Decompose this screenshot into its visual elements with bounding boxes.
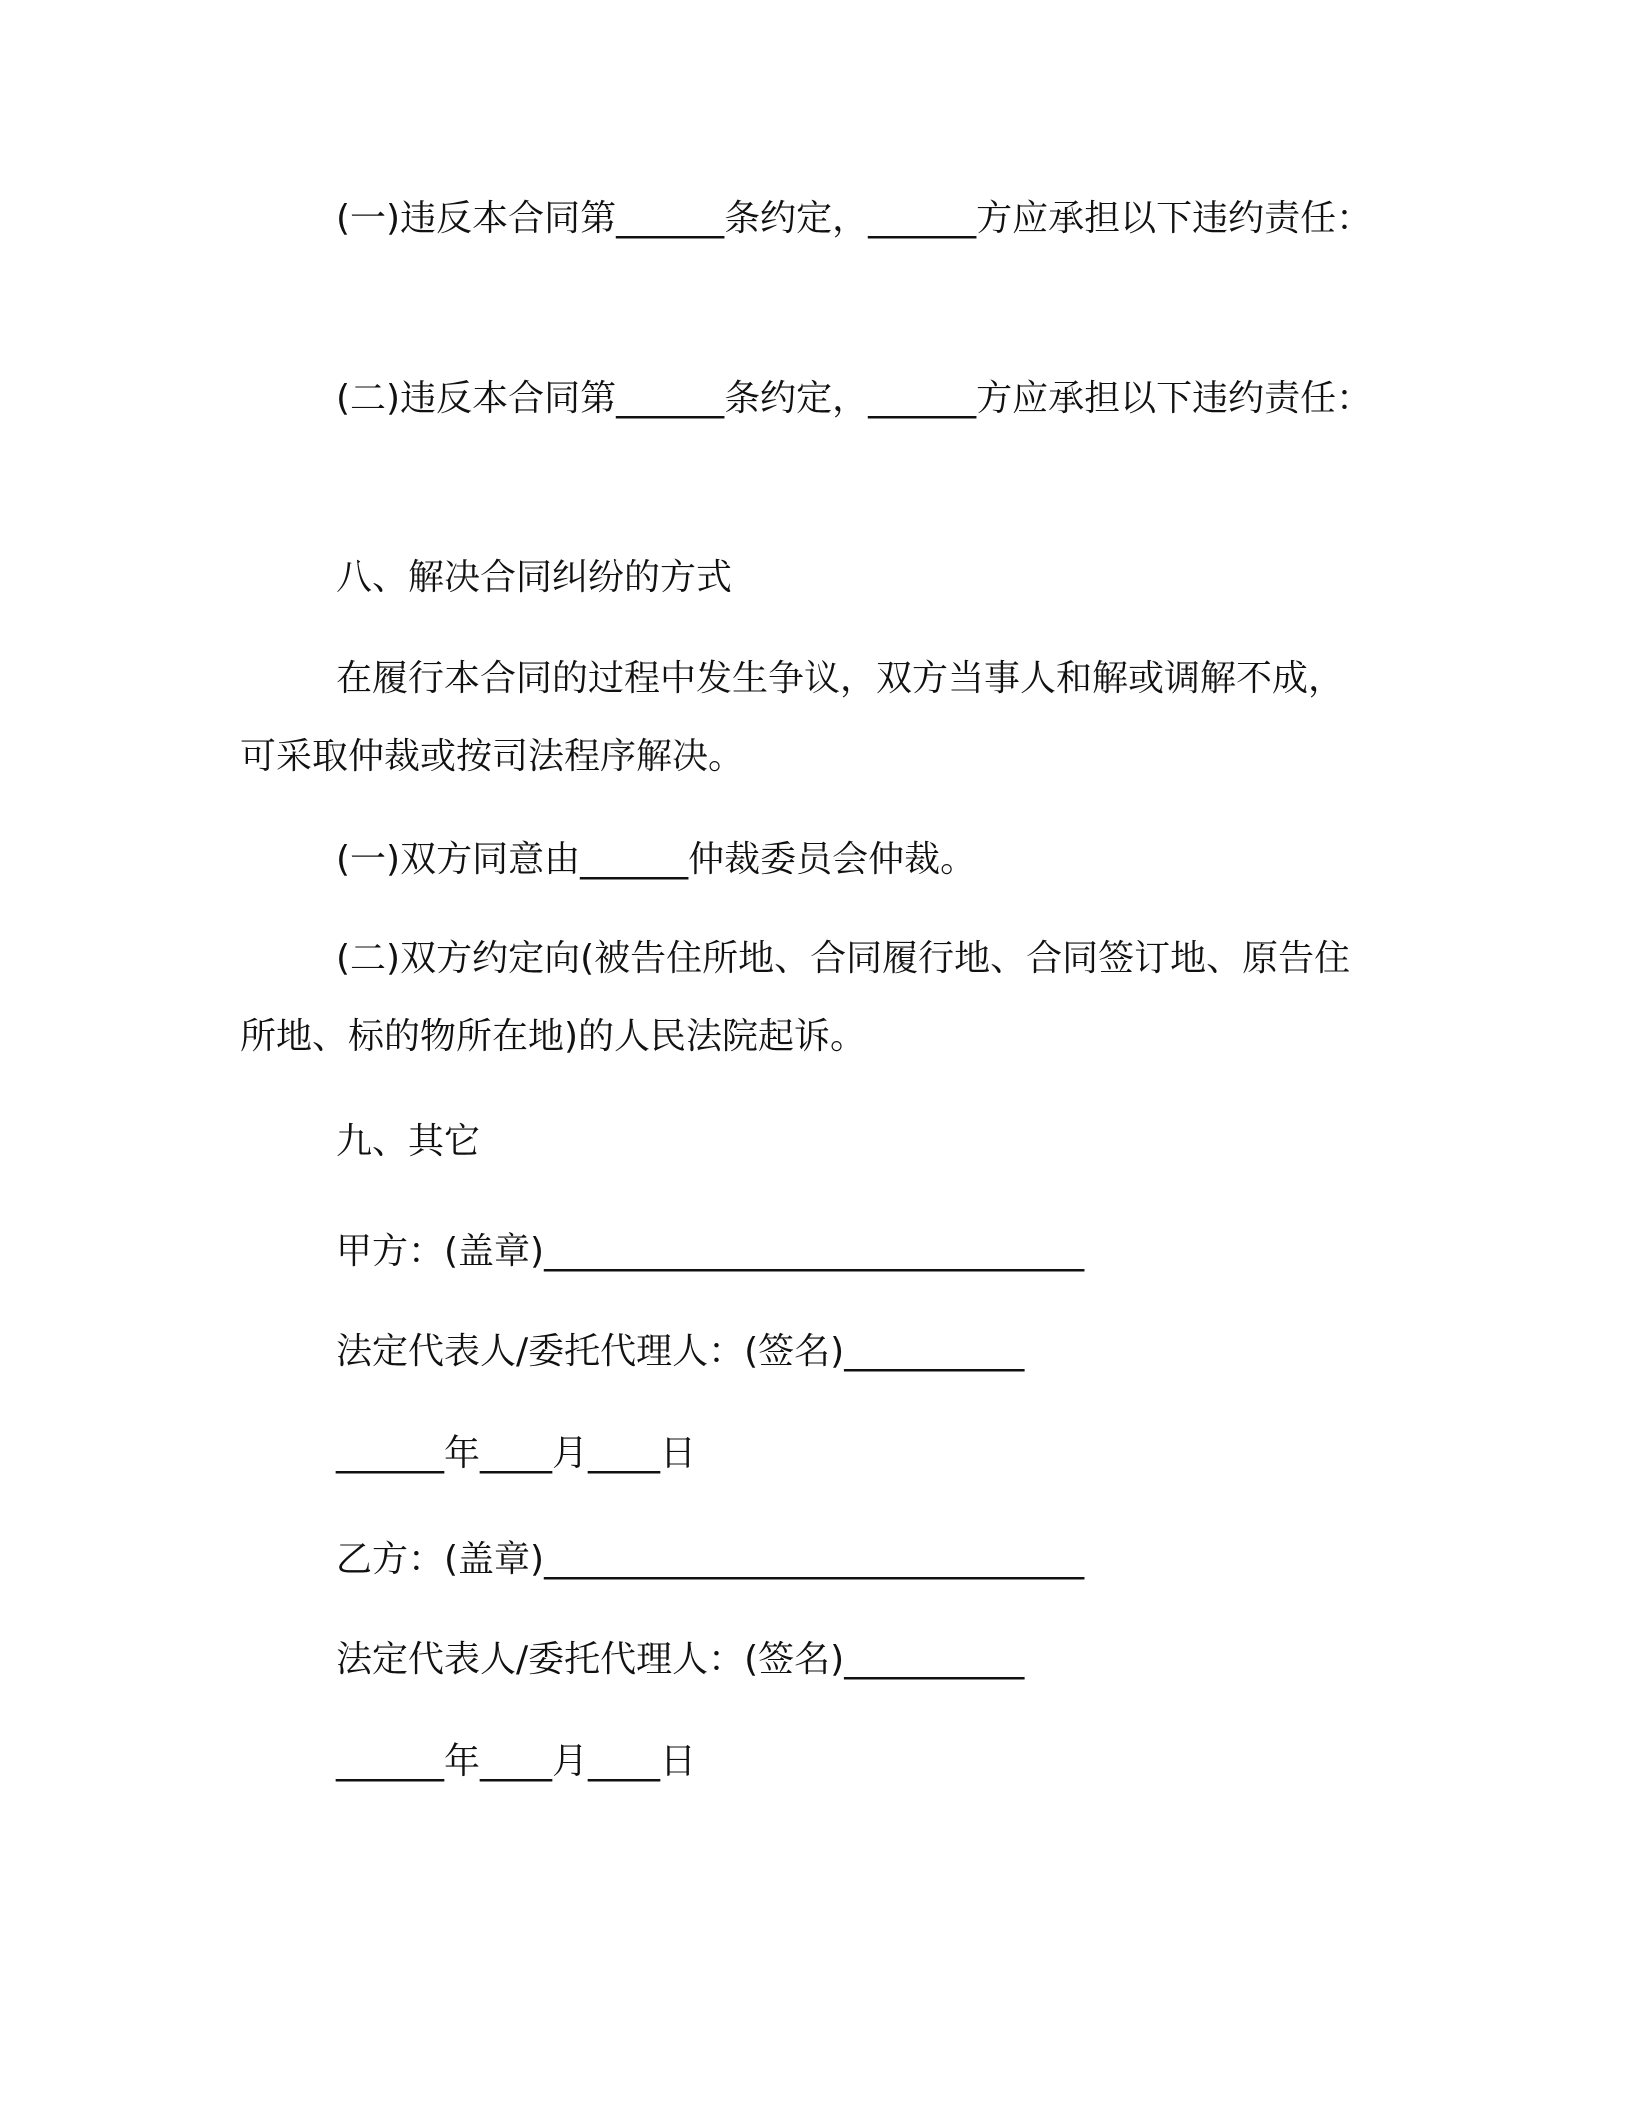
party-b-representative-line: 法定代表人/委托代理人：(签名)__________ bbox=[336, 1639, 1025, 1680]
breach-clause-2: (二)违反本合同第______条约定，______方应承担以下违约责任： bbox=[336, 378, 1373, 419]
party-a-date-line: ______年____月____日 bbox=[336, 1433, 696, 1474]
breach-clause-1: (一)违反本合同第______条约定，______方应承担以下违约责任： bbox=[336, 198, 1373, 239]
arbitration-clause: (一)双方同意由______仲裁委员会仲裁。 bbox=[336, 839, 977, 880]
section-9-heading: 九、其它 bbox=[336, 1121, 481, 1162]
section-8-heading: 八、解决合同纠纷的方式 bbox=[336, 557, 733, 598]
dispute-resolution-paragraph: 在履行本合同的过程中发生争议，双方当事人和解或调解不成，可采取仲裁或按司法程序解决。 bbox=[240, 658, 1345, 777]
party-a-seal-line: 甲方：(盖章)______________________________ bbox=[336, 1231, 1085, 1272]
litigation-clause: (二)双方约定向(被告住所地、合同履行地、合同签订地、原告住所地、标的物所在地)的人民法院起诉。 bbox=[240, 938, 1351, 1057]
party-b-seal-line: 乙方：(盖章)______________________________ bbox=[336, 1539, 1085, 1580]
party-a-representative-line: 法定代表人/委托代理人：(签名)__________ bbox=[336, 1331, 1025, 1372]
party-b-date-line: ______年____月____日 bbox=[336, 1741, 696, 1782]
